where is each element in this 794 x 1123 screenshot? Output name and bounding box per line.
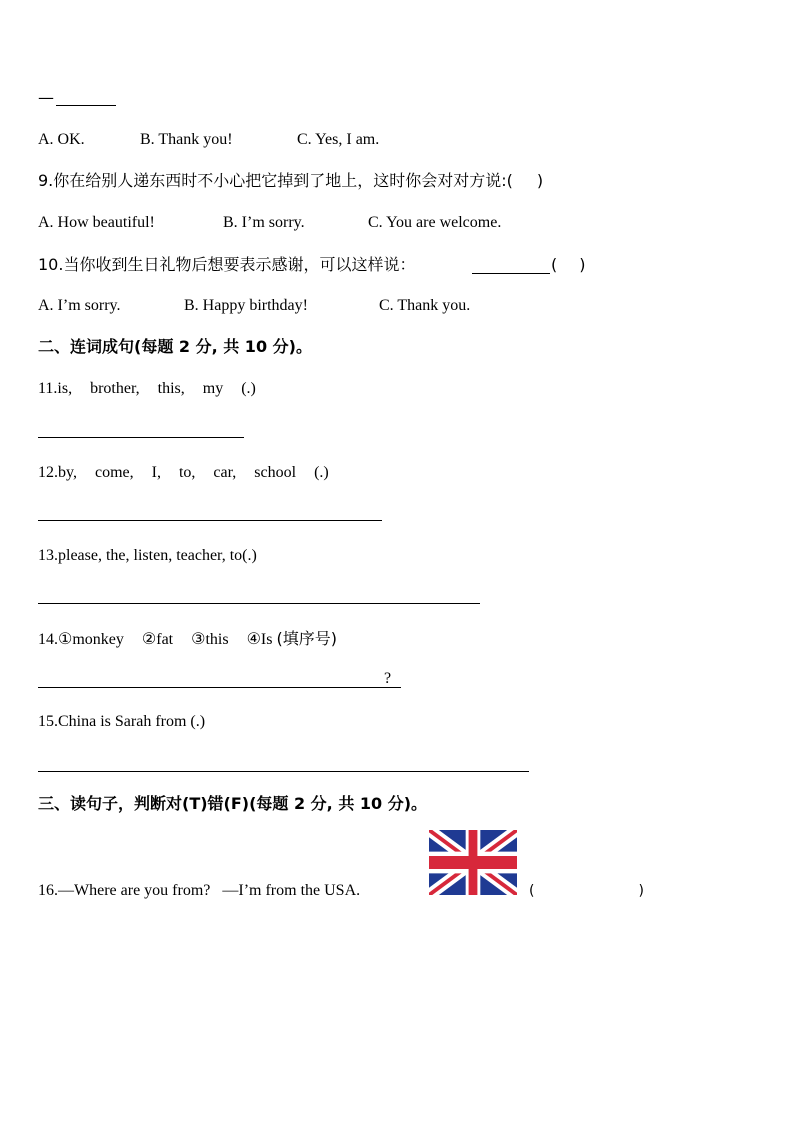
q9-option-a: A. How beautiful! [38,214,155,231]
q10-option-b: B. Happy birthday! [184,297,308,314]
section3-title: 三、读句子，判断对(T)错(F)(每题 2 分, 共 10 分)。 [38,794,428,813]
union-jack-flag [429,830,517,895]
q8-option-c: C. Yes, I am. [297,131,380,148]
q9-options [38,213,501,233]
q8-option-a: A. OK. [38,131,85,148]
q10-options [38,296,470,316]
q8-answer-blank[interactable] [56,105,116,106]
q11-words: 11.is, brother, this, my (.) [38,380,256,397]
q11-answer-line[interactable] [38,437,244,438]
q14-answer-line[interactable] [38,687,401,688]
q13-answer-line[interactable] [38,603,480,604]
q9-stem: 9.你在给别人递东西时不小心把它掉到了地上，这时你会对对方说:( ) [38,171,544,190]
q16-answer-parens[interactable]: ( ) [529,883,644,899]
section2-title: 二、连词成句(每题 2 分, 共 10 分)。 [38,337,312,356]
q10-stem: 10.当你收到生日礼物后想要表示感谢，可以这样说： [38,255,416,274]
q10-parens: ( ) [551,255,586,274]
q16-sentence: 16.—Where are you from? —I’m from the USA. [38,882,361,899]
q8-option-b: B. Thank you! [140,131,233,148]
q15-words: 15.China is Sarah from (.) [38,713,206,730]
q15-answer-line[interactable] [38,771,529,772]
q14-question-mark: ? [384,670,392,687]
q10-option-a: A. I’m sorry. [38,297,121,314]
q13-words: 13.please, the, listen, teacher, to(.) [38,547,257,564]
q9-option-c: C. You are welcome. [368,214,502,231]
q9-option-b: B. I’m sorry. [223,214,305,231]
q8-options [38,130,379,150]
q8-dash: — [38,88,54,107]
q12-answer-line[interactable] [38,520,382,521]
q10-answer-blank[interactable] [472,273,550,274]
q10-option-c: C. Thank you. [379,297,471,314]
q12-words: 12.by, come, I, to, car, school (.) [38,464,329,481]
q14-items: 14.①monkey ②fat ③this ④Is (填序号) [38,629,337,648]
